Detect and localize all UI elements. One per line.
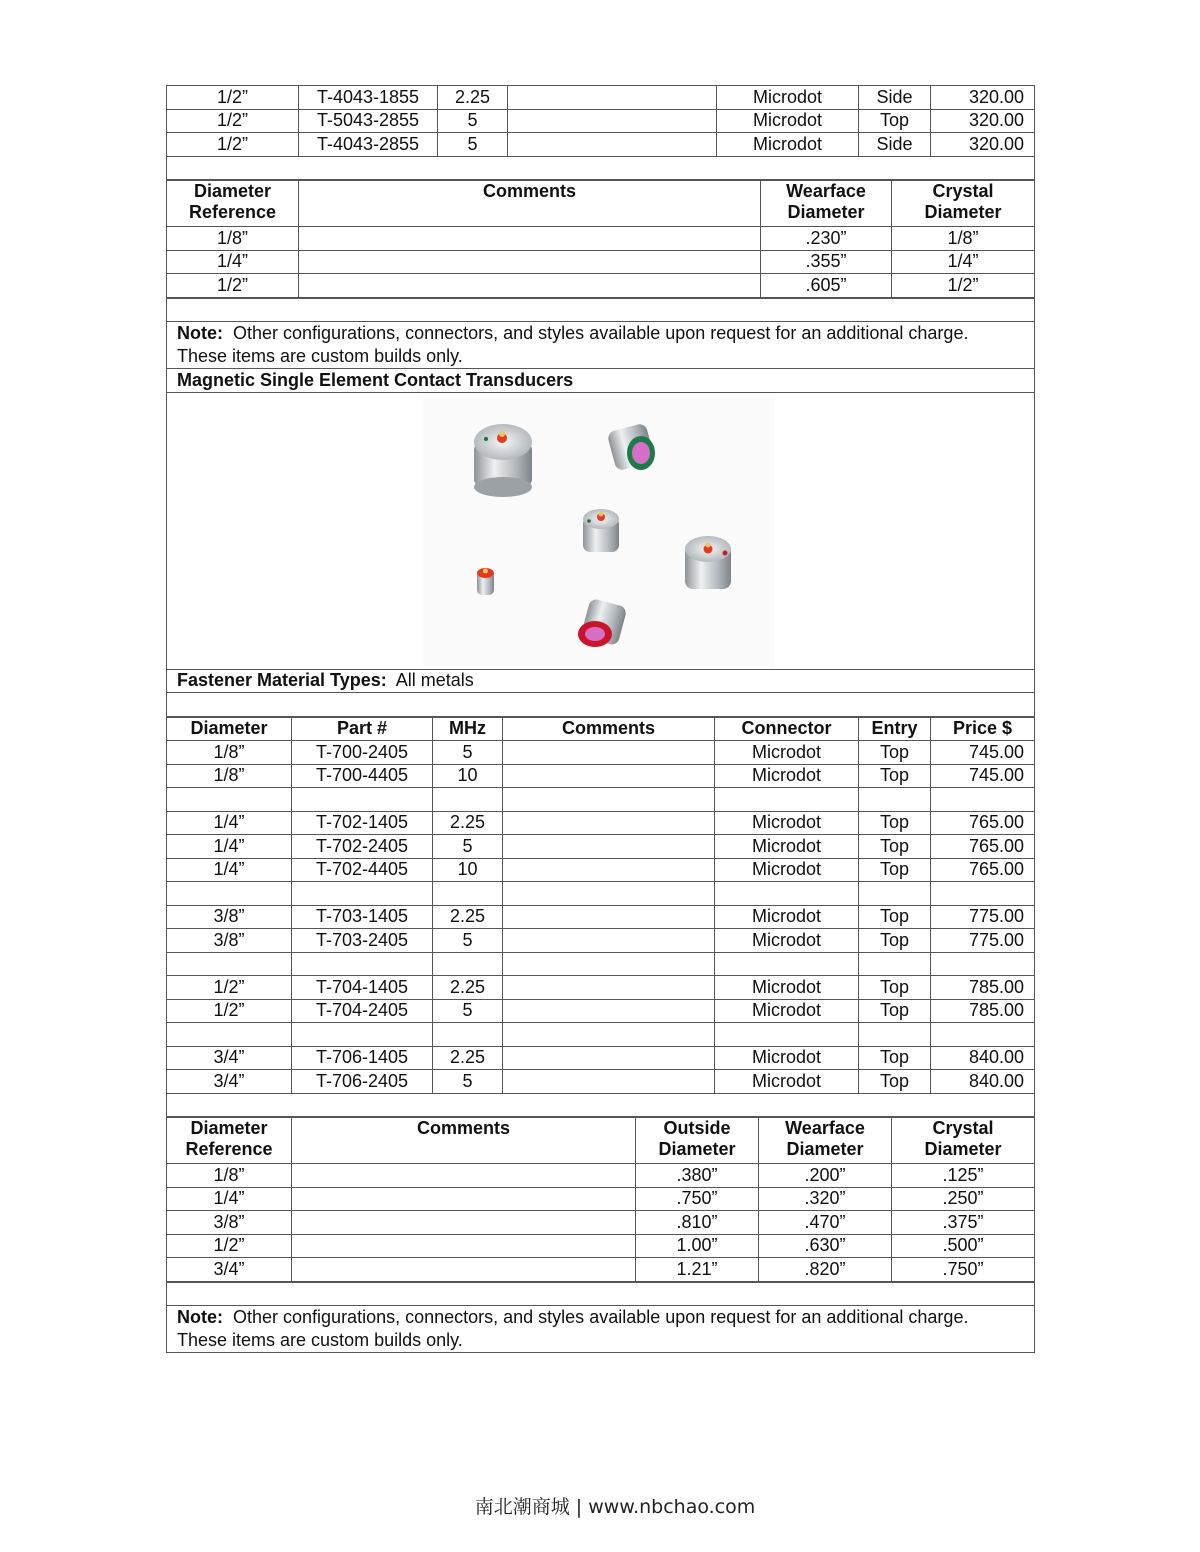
cell-diameter: 3/8” bbox=[167, 929, 292, 953]
header-line: Wearface bbox=[786, 181, 866, 201]
cell-mhz: 10 bbox=[433, 858, 503, 882]
section-title-row bbox=[167, 369, 1035, 393]
cell-wearface: .470” bbox=[759, 1211, 892, 1235]
cell-comments bbox=[299, 274, 761, 298]
cell-mhz: 5 bbox=[438, 133, 508, 157]
cell-connector: Microdot bbox=[715, 929, 859, 953]
header-line: Reference bbox=[185, 1139, 273, 1159]
cell-part: T-5043-2855 bbox=[299, 109, 438, 133]
cell-wearface: .605” bbox=[761, 274, 892, 298]
cell-entry: Top bbox=[859, 905, 931, 929]
cell-comments bbox=[503, 741, 715, 765]
table-row bbox=[167, 788, 1035, 812]
cell-wearface: .355” bbox=[761, 250, 892, 274]
reference-table-1-header bbox=[167, 181, 1035, 227]
cell-entry: Top bbox=[859, 999, 931, 1023]
magnetic-price-table bbox=[166, 717, 1035, 1118]
cell-part bbox=[292, 882, 433, 906]
cell-comments bbox=[292, 1234, 636, 1258]
cell-diameter: 1/8” bbox=[167, 227, 299, 251]
cell-outside: .810” bbox=[636, 1211, 759, 1235]
cell-part: T-704-1405 bbox=[292, 976, 433, 1000]
cell-part: T-4043-2855 bbox=[299, 133, 438, 157]
cell-entry: Top bbox=[859, 858, 931, 882]
cell-connector: Microdot bbox=[715, 835, 859, 859]
cell-entry: Top bbox=[859, 1046, 931, 1070]
cell-mhz bbox=[433, 952, 503, 976]
note-label: Note: bbox=[177, 1307, 223, 1327]
cell-outside: 1.21” bbox=[636, 1258, 759, 1282]
cell-comments bbox=[508, 133, 717, 157]
cell-crystal: .500” bbox=[892, 1234, 1035, 1258]
table-row bbox=[167, 86, 1035, 110]
cell-mhz bbox=[433, 788, 503, 812]
spacer-row bbox=[167, 1282, 1035, 1306]
table-row bbox=[167, 109, 1035, 133]
cell-diameter: 3/4” bbox=[167, 1258, 292, 1282]
cell-comments bbox=[503, 835, 715, 859]
cell-mhz: 5 bbox=[433, 1070, 503, 1094]
cell-connector bbox=[715, 788, 859, 812]
table-row bbox=[167, 764, 1035, 788]
cell-connector: Microdot bbox=[715, 1070, 859, 1094]
info-block bbox=[166, 298, 1035, 717]
cell-part bbox=[292, 788, 433, 812]
cell-outside: 1.00” bbox=[636, 1234, 759, 1258]
cell-comments bbox=[503, 952, 715, 976]
reference-table-2-body bbox=[167, 1164, 1035, 1282]
cell-price: 840.00 bbox=[931, 1046, 1035, 1070]
cell-diameter: 1/4” bbox=[167, 250, 299, 274]
section-title bbox=[167, 369, 1035, 393]
header-entry: Entry bbox=[859, 717, 931, 741]
cell-price: 745.00 bbox=[931, 764, 1035, 788]
cell-comments bbox=[508, 109, 717, 133]
cell-comments bbox=[503, 811, 715, 835]
table-row bbox=[167, 929, 1035, 953]
header-wearface-diameter bbox=[761, 181, 892, 227]
cell-connector bbox=[715, 882, 859, 906]
cell-diameter: 1/2” bbox=[167, 1234, 292, 1258]
cell-part: T-700-4405 bbox=[292, 764, 433, 788]
cell-diameter: 1/2” bbox=[167, 109, 299, 133]
cell-mhz: 2.25 bbox=[433, 1046, 503, 1070]
cell-comments bbox=[508, 86, 717, 110]
cell-comments bbox=[503, 1023, 715, 1047]
cell-crystal: .250” bbox=[892, 1187, 1035, 1211]
cell-price: 765.00 bbox=[931, 835, 1035, 859]
fastener-material-types bbox=[167, 669, 1035, 693]
photo-cell bbox=[167, 392, 1035, 669]
cell-diameter: 1/8” bbox=[167, 1164, 292, 1188]
note-row-2 bbox=[167, 1306, 1035, 1353]
top-price-body bbox=[167, 86, 1035, 157]
header-mhz: MHz bbox=[433, 717, 503, 741]
cell-entry: Top bbox=[859, 929, 931, 953]
header-diameter-reference bbox=[167, 1118, 292, 1164]
cell-connector: Microdot bbox=[715, 764, 859, 788]
spacer-row bbox=[167, 693, 1035, 717]
cell-crystal: .375” bbox=[892, 1211, 1035, 1235]
cell-diameter: 3/4” bbox=[167, 1046, 292, 1070]
table-row bbox=[167, 250, 1035, 274]
cell-comments bbox=[503, 858, 715, 882]
table-row bbox=[167, 1023, 1035, 1047]
table-row bbox=[167, 882, 1035, 906]
cell-diameter: 1/2” bbox=[167, 86, 299, 110]
header-part-number: Part # bbox=[292, 717, 433, 741]
cell-entry: Top bbox=[859, 1070, 931, 1094]
header-diameter: Diameter bbox=[167, 717, 292, 741]
cell-connector: Microdot bbox=[715, 811, 859, 835]
cell-comments bbox=[503, 1070, 715, 1094]
cell-mhz: 5 bbox=[438, 109, 508, 133]
cell-entry: Top bbox=[859, 976, 931, 1000]
cell-comments bbox=[503, 788, 715, 812]
table-row bbox=[167, 1258, 1035, 1282]
cell-diameter: 1/8” bbox=[167, 741, 292, 765]
magnetic-price-table-body bbox=[167, 741, 1035, 1094]
cell-entry bbox=[859, 1023, 931, 1047]
cell-comments bbox=[299, 250, 761, 274]
table-row bbox=[167, 1234, 1035, 1258]
cell-wearface: .200” bbox=[759, 1164, 892, 1188]
table-row bbox=[167, 835, 1035, 859]
cell-comments bbox=[299, 227, 761, 251]
cell-comments bbox=[292, 1211, 636, 1235]
cell-part: T-704-2405 bbox=[292, 999, 433, 1023]
cell-entry: Top bbox=[859, 835, 931, 859]
cell-mhz: 5 bbox=[433, 835, 503, 859]
header-comments: Comments bbox=[299, 181, 761, 227]
cell-comments bbox=[503, 1046, 715, 1070]
cell-entry: Side bbox=[859, 133, 931, 157]
cell-crystal: 1/8” bbox=[892, 227, 1035, 251]
cell-diameter: 1/4” bbox=[167, 858, 292, 882]
cell-diameter: 1/4” bbox=[167, 1187, 292, 1211]
cell-wearface: .630” bbox=[759, 1234, 892, 1258]
header-line: Reference bbox=[188, 202, 277, 222]
header-crystal-diameter bbox=[892, 1118, 1035, 1164]
table-row bbox=[167, 1187, 1035, 1211]
cell-part: T-703-1405 bbox=[292, 905, 433, 929]
cell-diameter bbox=[167, 1023, 292, 1047]
header-line: Diameter bbox=[658, 1139, 736, 1159]
cell-wearface: .820” bbox=[759, 1258, 892, 1282]
cell-entry: Top bbox=[859, 764, 931, 788]
cell-connector: Microdot bbox=[717, 86, 859, 110]
header-price: Price $ bbox=[931, 717, 1035, 741]
reference-table-2-header bbox=[167, 1118, 1035, 1164]
cell-part: T-702-2405 bbox=[292, 835, 433, 859]
header-line: Diameter bbox=[193, 181, 272, 201]
table-row bbox=[167, 905, 1035, 929]
cell-part: T-706-1405 bbox=[292, 1046, 433, 1070]
header-line: Diameter bbox=[786, 1139, 864, 1159]
cell-comments bbox=[292, 1258, 636, 1282]
cell-diameter: 1/2” bbox=[167, 274, 299, 298]
cell-part bbox=[292, 952, 433, 976]
section-title-text: Magnetic Single Element Contact Transducers bbox=[177, 369, 574, 390]
cell-price bbox=[931, 952, 1035, 976]
cell-mhz: 2.25 bbox=[438, 86, 508, 110]
cell-crystal: 1/2” bbox=[892, 274, 1035, 298]
cell-price: 320.00 bbox=[931, 109, 1035, 133]
cell-price: 320.00 bbox=[931, 133, 1035, 157]
header-comments: Comments bbox=[503, 717, 715, 741]
reference-table-1 bbox=[166, 180, 1035, 298]
cell-mhz: 2.25 bbox=[433, 905, 503, 929]
header-line: Diameter bbox=[787, 202, 865, 222]
table-row bbox=[167, 1046, 1035, 1070]
header-line: Outside bbox=[663, 1118, 731, 1138]
photo-row bbox=[167, 392, 1035, 669]
cell-price: 785.00 bbox=[931, 999, 1035, 1023]
cell-entry: Top bbox=[859, 811, 931, 835]
header-wearface-diameter bbox=[759, 1118, 892, 1164]
cell-diameter: 1/2” bbox=[167, 999, 292, 1023]
cell-entry: Side bbox=[859, 86, 931, 110]
cell-comments bbox=[292, 1187, 636, 1211]
reference-table-1-body bbox=[167, 227, 1035, 298]
cell-mhz: 2.25 bbox=[433, 976, 503, 1000]
cell-crystal: .750” bbox=[892, 1258, 1035, 1282]
note-1 bbox=[167, 322, 1035, 369]
cell-diameter: 1/8” bbox=[167, 764, 292, 788]
spacer-row bbox=[167, 298, 1035, 322]
cell-entry bbox=[859, 952, 931, 976]
cell-part: T-702-1405 bbox=[292, 811, 433, 835]
cell-connector: Microdot bbox=[715, 999, 859, 1023]
cell-mhz: 2.25 bbox=[433, 811, 503, 835]
cell-diameter bbox=[167, 882, 292, 906]
table-row bbox=[167, 1211, 1035, 1235]
cell-comments bbox=[503, 905, 715, 929]
table-row bbox=[167, 999, 1035, 1023]
cell-connector: Microdot bbox=[717, 109, 859, 133]
header-crystal-diameter bbox=[892, 181, 1035, 227]
magnetic-price-table-header bbox=[167, 717, 1035, 741]
cell-crystal: 1/4” bbox=[892, 250, 1035, 274]
cell-part: T-700-2405 bbox=[292, 741, 433, 765]
transducers-image-icon bbox=[423, 397, 775, 667]
header-comments: Comments bbox=[292, 1118, 636, 1164]
cell-comments bbox=[503, 929, 715, 953]
cell-price: 775.00 bbox=[931, 905, 1035, 929]
cell-diameter: 1/2” bbox=[167, 133, 299, 157]
cell-part: T-703-2405 bbox=[292, 929, 433, 953]
cell-diameter: 1/4” bbox=[167, 835, 292, 859]
cell-wearface: .230” bbox=[761, 227, 892, 251]
cell-crystal: .125” bbox=[892, 1164, 1035, 1188]
cell-price: 320.00 bbox=[931, 86, 1035, 110]
cell-connector bbox=[715, 952, 859, 976]
header-diameter-reference bbox=[167, 181, 299, 227]
spacer-row bbox=[167, 1093, 1035, 1117]
header-line: Wearface bbox=[785, 1118, 865, 1138]
cell-outside: .750” bbox=[636, 1187, 759, 1211]
note-label: Note: bbox=[177, 323, 223, 343]
table-row bbox=[167, 133, 1035, 157]
fastener-value: All metals bbox=[386, 670, 474, 691]
cell-outside: .380” bbox=[636, 1164, 759, 1188]
closing-block bbox=[166, 1282, 1035, 1354]
header-line: Diameter bbox=[924, 1139, 1002, 1159]
table-row bbox=[167, 274, 1035, 298]
table-row bbox=[167, 952, 1035, 976]
cell-diameter: 3/4” bbox=[167, 1070, 292, 1094]
cell-price: 745.00 bbox=[931, 741, 1035, 765]
cell-comments bbox=[503, 976, 715, 1000]
cell-price bbox=[931, 1023, 1035, 1047]
cell-connector: Microdot bbox=[715, 741, 859, 765]
table-row bbox=[167, 227, 1035, 251]
cell-connector: Microdot bbox=[715, 1046, 859, 1070]
cell-price: 775.00 bbox=[931, 929, 1035, 953]
cell-mhz: 5 bbox=[433, 999, 503, 1023]
spec-sheet bbox=[166, 85, 1034, 1353]
header-line: Diameter bbox=[190, 1118, 268, 1138]
cell-mhz bbox=[433, 882, 503, 906]
cell-price bbox=[931, 788, 1035, 812]
cell-comments bbox=[503, 999, 715, 1023]
cell-wearface: .320” bbox=[759, 1187, 892, 1211]
cell-part: T-4043-1855 bbox=[299, 86, 438, 110]
table-row bbox=[167, 1070, 1035, 1094]
cell-entry: Top bbox=[859, 741, 931, 765]
cell-connector: Microdot bbox=[715, 976, 859, 1000]
note-text: Other configurations, connectors, and styles available upon request for an additional charge. These items are custom builds only. bbox=[177, 323, 979, 366]
fastener-label: Fastener Material Types: bbox=[177, 670, 387, 691]
note-row-1 bbox=[167, 322, 1035, 369]
cell-entry bbox=[859, 882, 931, 906]
cell-comments bbox=[503, 764, 715, 788]
header-line: Crystal bbox=[932, 1118, 994, 1138]
table-row bbox=[167, 858, 1035, 882]
top-price-table bbox=[166, 85, 1035, 180]
fastener-row bbox=[167, 669, 1035, 693]
header-connector: Connector bbox=[715, 717, 859, 741]
cell-connector: Microdot bbox=[715, 905, 859, 929]
spacer-row bbox=[167, 156, 1035, 180]
cell-price: 765.00 bbox=[931, 858, 1035, 882]
cell-entry: Top bbox=[859, 109, 931, 133]
note-text: Other configurations, connectors, and styles available upon request for an additional charge. These items are custom builds only. bbox=[177, 1307, 979, 1350]
cell-comments bbox=[503, 882, 715, 906]
header-outside-diameter bbox=[636, 1118, 759, 1164]
cell-price: 765.00 bbox=[931, 811, 1035, 835]
cell-mhz: 5 bbox=[433, 929, 503, 953]
table-row bbox=[167, 741, 1035, 765]
cell-diameter: 1/2” bbox=[167, 976, 292, 1000]
cell-part: T-702-4405 bbox=[292, 858, 433, 882]
cell-price: 840.00 bbox=[931, 1070, 1035, 1094]
cell-entry bbox=[859, 788, 931, 812]
note-2 bbox=[167, 1306, 1035, 1353]
transducers-photo bbox=[423, 397, 775, 667]
cell-diameter bbox=[167, 952, 292, 976]
reference-table-2 bbox=[166, 1117, 1035, 1282]
cell-diameter bbox=[167, 788, 292, 812]
page-footer: 南北潮商城 | www.nbchao.com bbox=[474, 1496, 756, 1518]
table-row bbox=[167, 976, 1035, 1000]
cell-connector: Microdot bbox=[715, 858, 859, 882]
cell-mhz: 5 bbox=[433, 741, 503, 765]
cell-diameter: 3/8” bbox=[167, 905, 292, 929]
table-row bbox=[167, 1164, 1035, 1188]
cell-diameter: 3/8” bbox=[167, 1211, 292, 1235]
header-line: Crystal bbox=[932, 181, 994, 201]
cell-price bbox=[931, 882, 1035, 906]
cell-part bbox=[292, 1023, 433, 1047]
cell-price: 785.00 bbox=[931, 976, 1035, 1000]
header-line: Diameter bbox=[924, 202, 1002, 222]
cell-mhz: 10 bbox=[433, 764, 503, 788]
cell-comments bbox=[292, 1164, 636, 1188]
table-row bbox=[167, 811, 1035, 835]
cell-connector: Microdot bbox=[717, 133, 859, 157]
cell-part: T-706-2405 bbox=[292, 1070, 433, 1094]
cell-diameter: 1/4” bbox=[167, 811, 292, 835]
cell-mhz bbox=[433, 1023, 503, 1047]
cell-connector bbox=[715, 1023, 859, 1047]
